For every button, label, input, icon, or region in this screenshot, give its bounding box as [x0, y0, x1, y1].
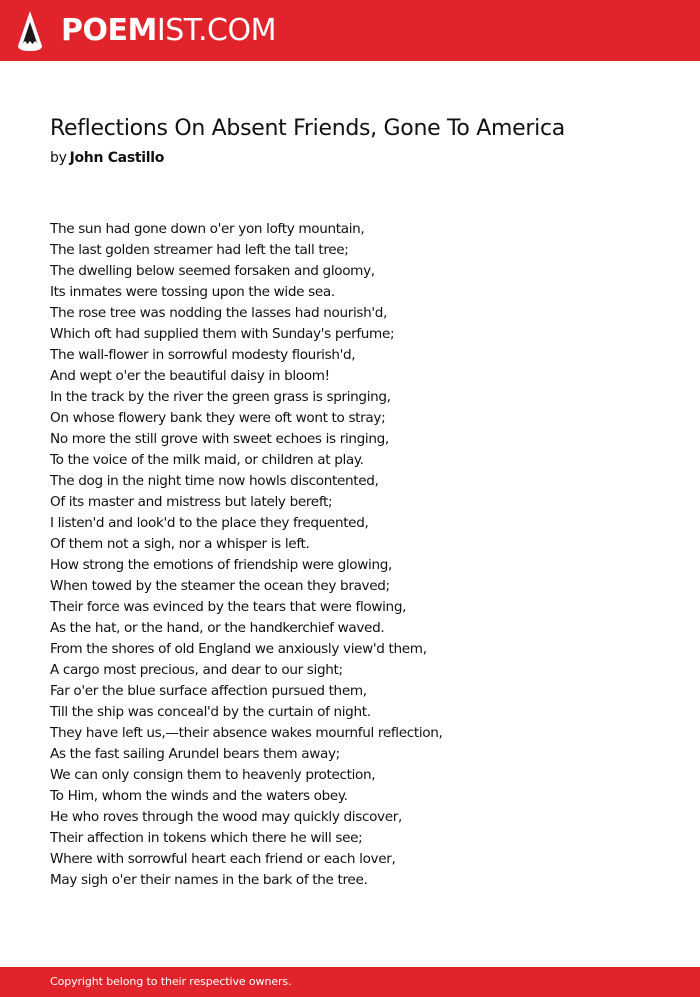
author-name: John Castillo — [69, 150, 165, 166]
poem-line: Their affection in tokens which there he will see; — [50, 830, 363, 846]
poem-title: Reflections On Absent Friends, Gone To America — [50, 116, 565, 141]
poem-line: They have left us,—their absence wakes mournful reflection, — [50, 725, 443, 741]
poem-line: The sun had gone down o'er yon lofty mountain, — [50, 221, 365, 237]
site-footer — [0, 967, 700, 997]
poem-line: Far o'er the blue surface affection pursued them, — [50, 683, 367, 699]
poem-line: How strong the emotions of friendship were glowing, — [50, 557, 392, 573]
site-logo[interactable] — [17, 9, 276, 53]
poem-line: To the voice of the milk maid, or children at play. — [50, 452, 364, 468]
logo-wordmark-bold: POEM — [61, 13, 157, 48]
poem-line: On whose flowery bank they were oft wont to stray; — [50, 410, 386, 426]
poem-body — [50, 219, 442, 891]
poem-line: Till the ship was conceal'd by the curtain of night. — [50, 704, 371, 720]
byline-prefix: by — [50, 150, 67, 166]
poem-byline — [50, 150, 164, 166]
poem-line: A cargo most precious, and dear to our sight; — [50, 662, 343, 678]
poem-line: As the hat, or the hand, or the handkerchief waved. — [50, 620, 385, 636]
poem-line: Its inmates were tossing upon the wide sea. — [50, 284, 335, 300]
logo-wordmark — [61, 13, 276, 48]
poem-line: The dog in the night time now howls discontented, — [50, 473, 379, 489]
poem-line: Of them not a sigh, nor a whisper is left. — [50, 536, 310, 552]
copyright-text: Copyright belong to their respective owners. — [50, 975, 292, 988]
poem-line: Of its master and mistress but lately bereft; — [50, 494, 333, 510]
poem-line: I listen'd and look'd to the place they frequented, — [50, 515, 369, 531]
poem-line: The wall-flower in sorrowful modesty flourish'd, — [50, 347, 356, 363]
poem-line: Which oft had supplied them with Sunday's perfume; — [50, 326, 395, 342]
poem-line: And wept o'er the beautiful daisy in bloom! — [50, 368, 330, 384]
logo-wordmark-light: IST.COM — [156, 13, 276, 48]
poem-line: When towed by the steamer the ocean they braved; — [50, 578, 390, 594]
poem-line: From the shores of old England we anxiously view'd them, — [50, 641, 427, 657]
poem-line: He who roves through the wood may quickly discover, — [50, 809, 402, 825]
poem-line: The rose tree was nodding the lasses had nourish'd, — [50, 305, 388, 321]
site-header — [0, 0, 700, 61]
poem-line: May sigh o'er their names in the bark of the tree. — [50, 872, 368, 888]
poem-line: As the fast sailing Arundel bears them away; — [50, 746, 340, 762]
poem-line: In the track by the river the green grass is springing, — [50, 389, 391, 405]
poem-line: Their force was evinced by the tears that were flowing, — [50, 599, 407, 615]
poem-line: We can only consign them to heavenly protection, — [50, 767, 376, 783]
poem-line: No more the still grove with sweet echoes is ringing, — [50, 431, 389, 447]
pencil-tip-icon — [17, 10, 43, 52]
poem-line: The last golden streamer had left the tall tree; — [50, 242, 349, 258]
poem-line: The dwelling below seemed forsaken and gloomy, — [50, 263, 375, 279]
poem-line: To Him, whom the winds and the waters obey. — [50, 788, 348, 804]
poem-line: Where with sorrowful heart each friend or each lover, — [50, 851, 396, 867]
